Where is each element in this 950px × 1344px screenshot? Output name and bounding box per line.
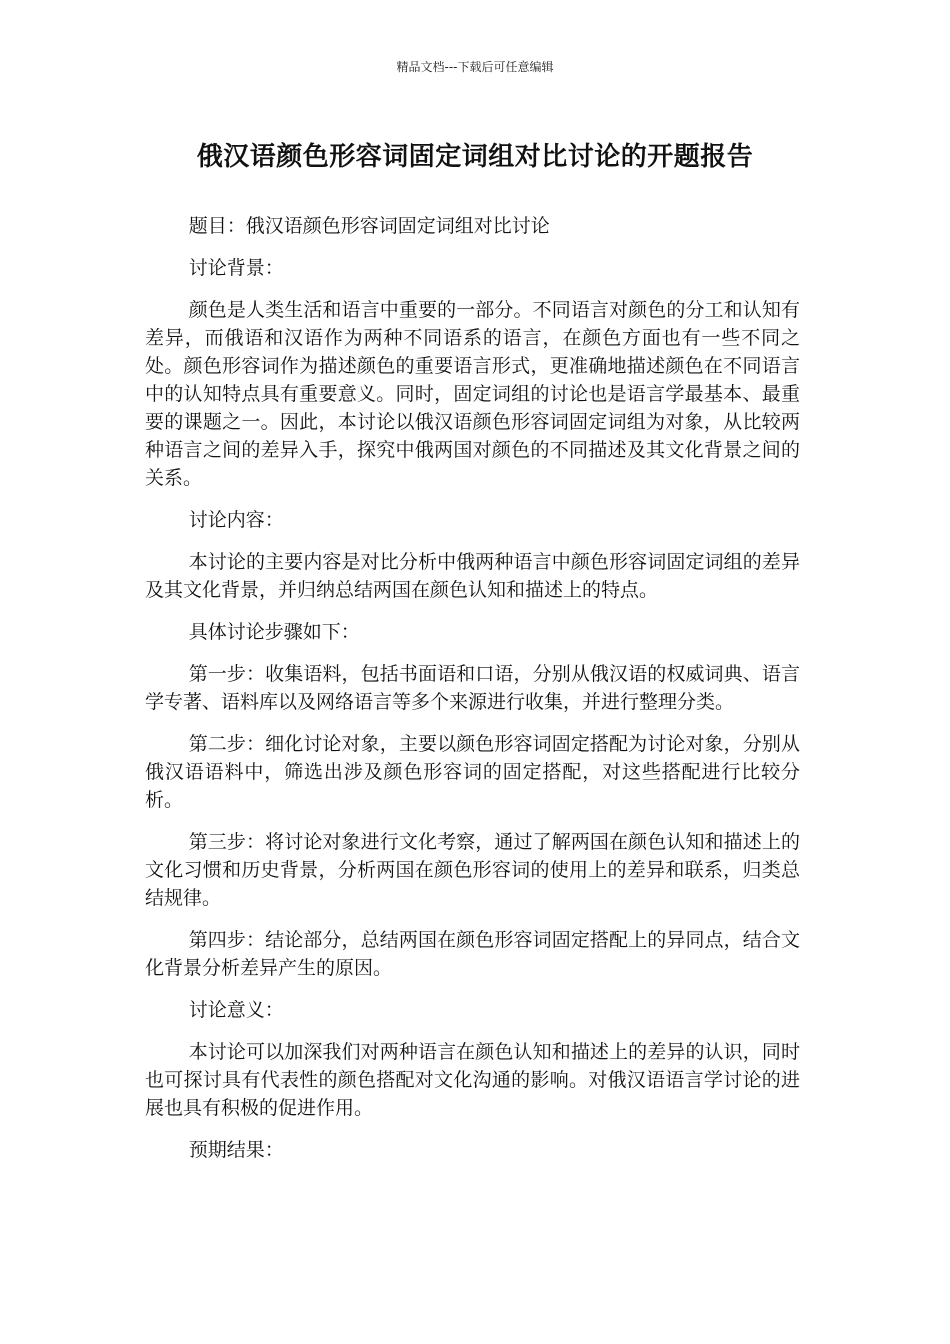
paragraph-step-3: 第三步：将讨论对象进行文化考察，通过了解两国在颜色认知和描述上的文化习惯和历史背景，分析两国在颜色形容词的使用上的差异和联系，归类总结规律。: [145, 831, 800, 909]
paragraph-step-1: 第一步：收集语料，包括书面语和口语，分别从俄汉语的权威词典、语言学专著、语料库以及网络语言等多个来源进行收集，并进行整理分类。: [145, 663, 800, 713]
heading-steps: 具体讨论步骤如下：: [188, 621, 360, 643]
paragraph-topic: 题目：俄汉语颜色形容词固定词组对比讨论: [188, 215, 550, 237]
heading-content: 讨论内容：: [188, 509, 284, 531]
paragraph-significance: 本讨论可以加深我们对两种语言在颜色认知和描述上的差异的认识，同时也可探讨具有代表性的颜色搭配对文化沟通的影响。对俄汉语语言学讨论的进展也具有积极的促进作用。: [145, 1041, 800, 1119]
paragraph-content: 本讨论的主要内容是对比分析中俄两种语言中颜色形容词固定词组的差异及其文化背景，并归纳总结两国在颜色认知和描述上的特点。: [145, 551, 800, 601]
header-note: 精品文档---下载后可任意编辑: [396, 60, 554, 74]
paragraph-step-2: 第二步：细化讨论对象，主要以颜色形容词固定搭配为讨论对象，分别从俄汉语语料中，筛选出涉及颜色形容词的固定搭配，对这些搭配进行比较分析。: [145, 733, 800, 811]
paragraph-step-4: 第四步：结论部分，总结两国在颜色形容词固定搭配上的异同点，结合文化背景分析差异产生的原因。: [145, 929, 800, 979]
heading-significance: 讨论意义：: [188, 999, 284, 1021]
document-body: [145, 212, 800, 1178]
heading-expected-results: 预期结果：: [188, 1139, 284, 1161]
heading-background: 讨论背景：: [188, 257, 284, 279]
paragraph-background: 颜色是人类生活和语言中重要的一部分。不同语言对颜色的分工和认知有差异，而俄语和汉语作为两种不同语系的语言，在颜色方面也有一些不同之处。颜色形容词作为描述颜色的重要语言形式，更准确地描述颜色在不同语言中的认知特点具有重要意义。同时，固定词组的讨论也是语言学最基本、最重要的课题之一。因此，本讨论以俄汉语颜色形容词固定词组为对象，从比较两种语言之间的差异入手，探究中俄两国对颜色的不同描述及其文化背景之间的关系。: [145, 299, 800, 489]
document-title: 俄汉语颜色形容词固定词组对比讨论的开题报告: [196, 142, 754, 172]
